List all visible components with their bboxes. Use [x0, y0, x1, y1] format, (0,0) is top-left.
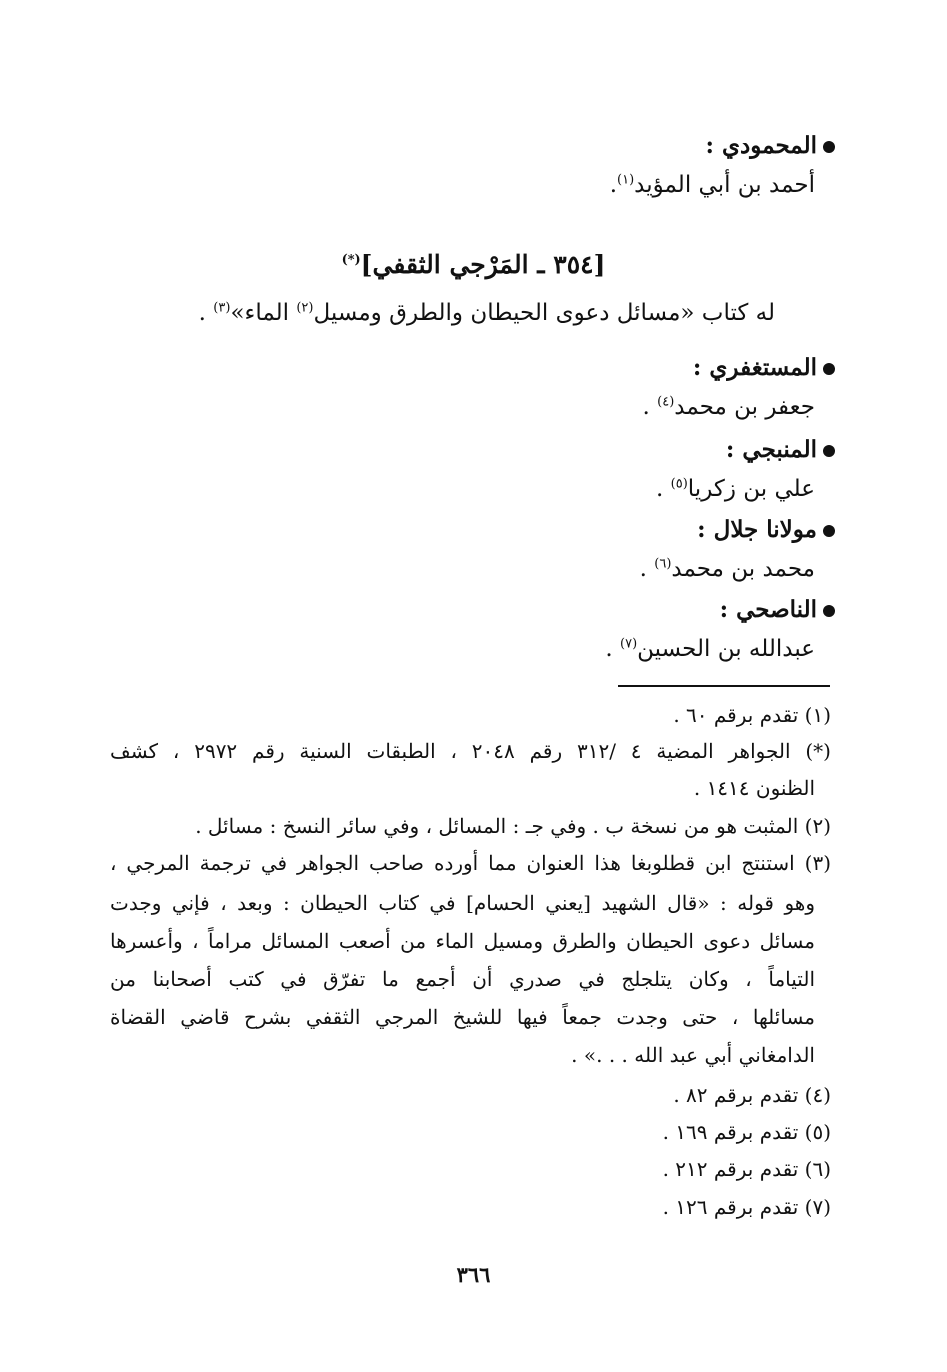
bullet-icon: [823, 363, 835, 375]
footnote-ref: (٢): [296, 300, 314, 316]
entry-value-nasihi: عبدالله بن الحسين$^{(٧)}$ .: [605, 636, 815, 662]
footnote-6: (٦) تقدم برقم ٢١٢ .: [662, 1157, 831, 1181]
bullet-icon: [823, 605, 835, 617]
footnote-ref: (٣): [213, 300, 231, 316]
footnote-5: (٥) تقدم برقم ١٦٩ .: [662, 1120, 831, 1144]
footnote-3-line-6: الدامغاني أبي عبد الله . . .» .: [571, 1043, 815, 1067]
footnote-2: (٢) المثبت هو من نسخة ب . وفي جـ : المسائل ، وفي سائر النسخ : مسائل .: [195, 814, 831, 838]
entry-heading-mustaghfiri: المستغفري :: [693, 354, 835, 381]
footnote-3-line-4: التياماً ، وكان يتلجلج في صدري أن أجمع ما تفرّق في كتب أصحابنا من: [110, 967, 815, 991]
entry-value-mahmoudi: أحمد بن أبي المؤيد$^{(١)}$.: [609, 172, 815, 198]
footnote-4: (٤) تقدم برقم ٨٢ .: [673, 1083, 831, 1107]
entry-value-mustaghfiri: جعفر بن محمد$^{(٤)}$ .: [642, 394, 815, 420]
footnote-star-line-2: الظنون ١٤١٤ .: [693, 776, 815, 800]
entry-value-manbiji: علي بن زكريا$^{(٥)}$ .: [656, 476, 815, 502]
book-line: له كتاب «مسائل دعوى الحيطان والطرق ومسيل$^{(٢)}$ الماء»$^{(٣)}$ .: [198, 300, 775, 326]
section-title: [٣٥٤ ـ المَرْجي الثقفي](*): [341, 250, 606, 279]
footnote-ref: (*): [341, 252, 361, 268]
footnote-7: (٧) تقدم برقم ١٢٦ .: [662, 1195, 831, 1219]
entry-heading-mahmoudi: المحمودي :: [706, 132, 835, 159]
entry-value-mawlana-jalal: محمد بن محمد$^{(٦)}$ .: [639, 556, 815, 582]
entry-heading-mawlana-jalal: مولانا جلال :: [697, 516, 835, 543]
entry-heading-nasihi: الناصحي :: [720, 596, 835, 623]
footnote-ref: (١): [617, 172, 635, 188]
footnote-ref: (٧): [620, 636, 638, 652]
footnote-ref: (٦): [654, 556, 672, 572]
footnote-star-line-1: (*) الجواهر المضية ٤ /٣١٢ رقم ٢٠٤٨ ، الطبقات السنية رقم ٢٩٧٢ ، كشف: [110, 739, 831, 763]
bullet-icon: [823, 445, 835, 457]
footnote-3-line-2: وهو قوله : «قال الشهيد [يعني الحسام] في كتاب الحيطان : وبعد ، فإني وجدت: [110, 891, 815, 915]
footnote-3-line-5: مسائلها ، حتى وجدت جمعاً فيها للشيخ المرجي الثقفي بشرح قاضي القضاة: [110, 1005, 815, 1029]
footnote-divider: [618, 685, 830, 687]
footnote-1: (١) تقدم برقم ٦٠ .: [673, 703, 831, 727]
footnote-3-line-1: (٣) استنتج ابن قطلوبغا هذا العنوان مما أورده صاحب الجواهر في ترجمة المرجي ،: [110, 851, 831, 875]
footnote-3-line-3: مسائل دعوى الحيطان والطرق ومسيل الماء من أصعب المسائل مراماً ، وأعسرها: [110, 929, 815, 953]
entry-heading-manbiji: المنبجي :: [726, 436, 835, 463]
bullet-icon: [823, 525, 835, 537]
page-number: ٣٦٦: [456, 1262, 491, 1287]
bullet-icon: [823, 141, 835, 153]
footnote-ref: (٤): [657, 394, 675, 410]
footnote-ref: (٥): [670, 476, 688, 492]
